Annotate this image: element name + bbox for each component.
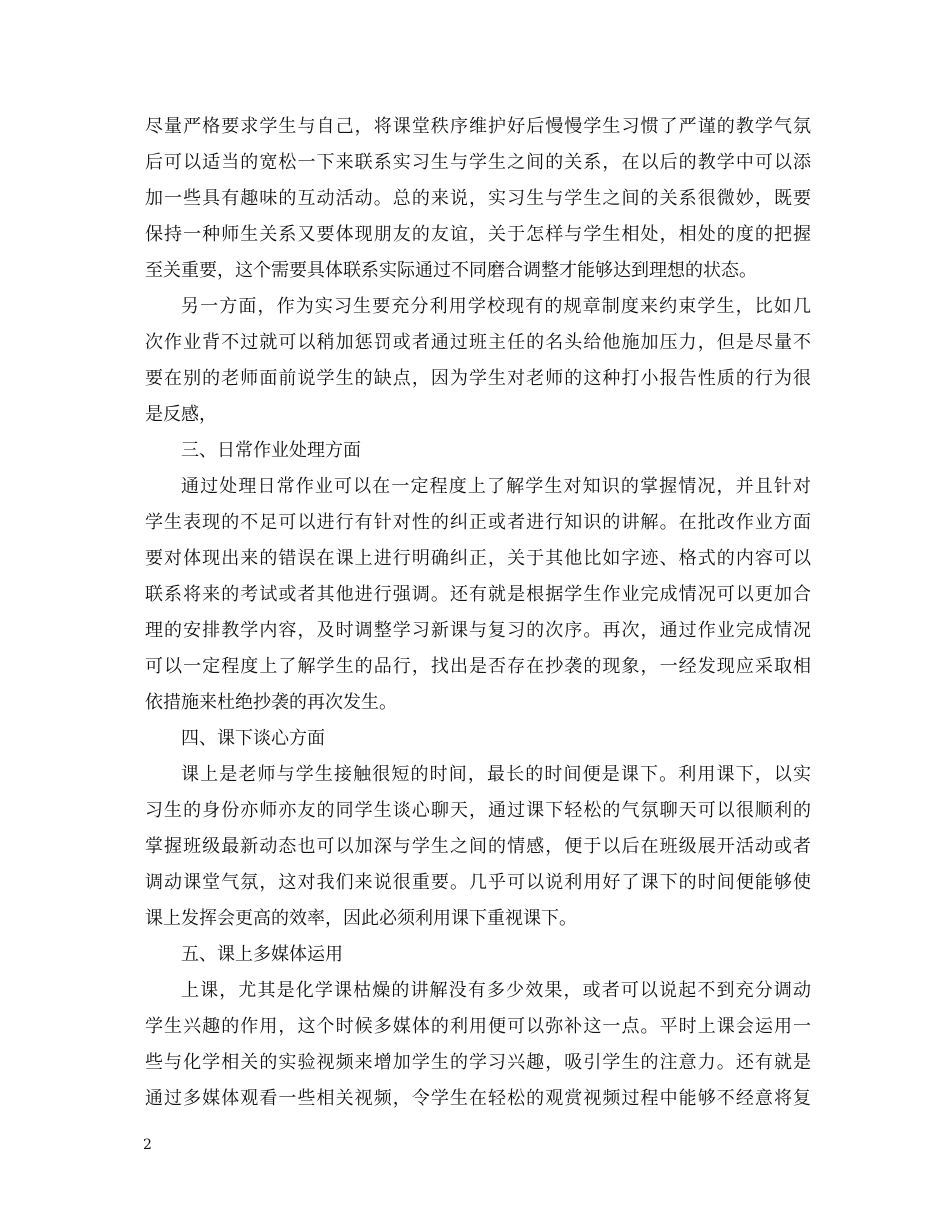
text-line: 些与化学相关的实验视频来增加学生的学习兴趣，吸引学生的注意力。还有就是 — [145, 1052, 811, 1073]
section-heading: 三、日常作业处理方面 — [181, 440, 361, 461]
text-line: 上课，尤其是化学课枯燥的讲解没有多少效果，或者可以说起不到充分调动 — [181, 980, 811, 1001]
text-line: 依措施来杜绝抄袭的再次发生。 — [145, 692, 397, 713]
text-line: 可以一定程度上了解学生的品行，找出是否存在抄袭的现象，一经发现应采取相 — [145, 656, 811, 677]
text-line: 课上发挥会更高的效率，因此必须利用课下重视课下。 — [145, 908, 577, 929]
text-line: 习生的身份亦师亦友的同学生谈心聊天，通过课下轻松的气氛聊天可以很顺利的 — [145, 800, 811, 821]
text-line: 通过多媒体观看一些相关视频，令学生在轻松的观赏视频过程中能够不经意将复 — [145, 1088, 811, 1109]
page-number: 2 — [143, 1137, 152, 1153]
text-line: 保持一种师生关系又要体现朋友的友谊，关于怎样与学生相处，相处的度的把握 — [145, 224, 811, 245]
section-heading: 四、课下谈心方面 — [181, 728, 325, 749]
text-line: 至关重要，这个需要具体联系实际通过不同磨合调整才能够达到理想的状态。 — [145, 260, 757, 281]
paragraph — [145, 757, 811, 937]
text-line: 学生兴趣的作用，这个时候多媒体的利用便可以弥补这一点。平时上课会运用一 — [145, 1016, 811, 1037]
text-line: 联系将来的考试或者其他进行强调。还有就是根据学生作业完成情况可以更加合 — [145, 584, 811, 605]
text-line: 尽量严格要求学生与自己，将课堂秩序维护好后慢慢学生习惯了严谨的教学气氛 — [145, 116, 811, 137]
text-line: 要对体现出来的错误在课上进行明确纠正，关于其他比如字迹、格式的内容可以 — [145, 548, 811, 569]
text-line: 后可以适当的宽松一下来联系实习生与学生之间的关系，在以后的教学中可以添 — [145, 152, 811, 173]
text-line: 次作业背不过就可以稍加惩罚或者通过班主任的名头给他施加压力，但是尽量不 — [145, 332, 811, 353]
text-line: 理的安排教学内容，及时调整学习新课与复习的次序。再次，通过作业完成情况 — [145, 620, 811, 641]
text-line: 要在别的老师面前说学生的缺点，因为学生对老师的这种打小报告性质的行为很 — [145, 368, 811, 389]
text-line: 掌握班级最新动态也可以加深与学生之间的情感，便于以后在班级展开活动或者 — [145, 836, 811, 857]
paragraph — [145, 289, 811, 433]
text-line: 另一方面，作为实习生要充分利用学校现有的规章制度来约束学生，比如几 — [181, 296, 811, 317]
text-line: 学生表现的不足可以进行有针对性的纠正或者进行知识的讲解。在批改作业方面 — [145, 512, 811, 533]
text-line: 加一些具有趣味的互动活动。总的来说，实习生与学生之间的关系很微妙，既要 — [145, 188, 811, 209]
paragraph — [145, 973, 811, 1117]
paragraph — [145, 469, 811, 721]
text-line: 是反感， — [145, 404, 217, 425]
document-body — [145, 109, 811, 1117]
text-line: 通过处理日常作业可以在一定程度上了解学生对知识的掌握情况，并且针对 — [181, 476, 811, 497]
text-line: 调动课堂气氛，这对我们来说很重要。几乎可以说利用好了课下的时间便能够使 — [145, 872, 811, 893]
text-line: 课上是老师与学生接触很短的时间，最长的时间便是课下。利用课下，以实 — [181, 764, 811, 785]
paragraph — [145, 109, 811, 289]
section-heading: 五、课上多媒体运用 — [181, 944, 343, 965]
